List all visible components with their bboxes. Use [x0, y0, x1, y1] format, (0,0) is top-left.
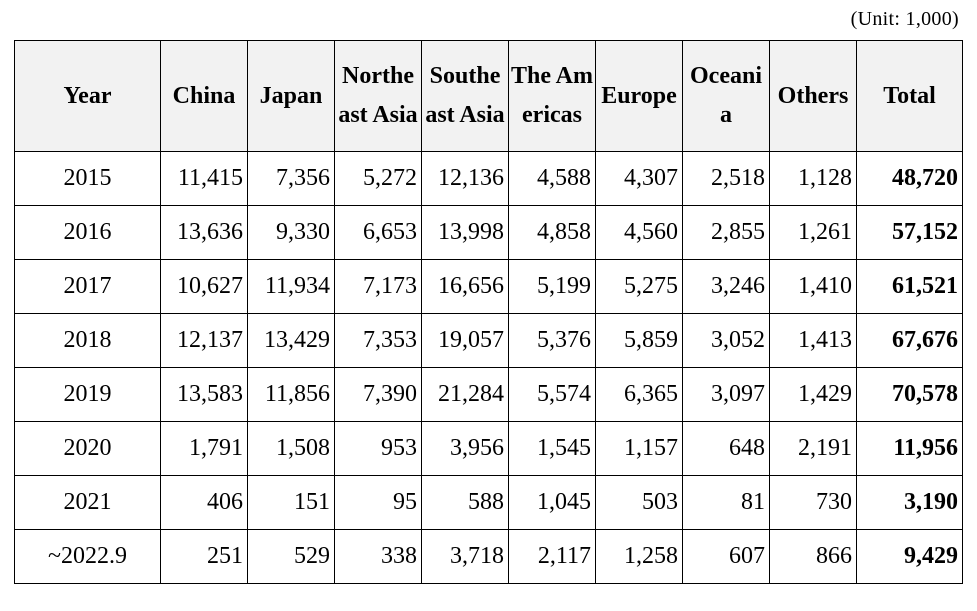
cell-total: 70,578	[857, 368, 963, 422]
cell-europe: 4,307	[596, 152, 683, 206]
cell-year: 2015	[15, 152, 161, 206]
cell-northeast-asia: 95	[335, 476, 422, 530]
cell-japan: 7,356	[248, 152, 335, 206]
cell-southeast-asia: 19,057	[422, 314, 509, 368]
cell-total: 3,190	[857, 476, 963, 530]
cell-southeast-asia: 3,956	[422, 422, 509, 476]
cell-northeast-asia: 6,653	[335, 206, 422, 260]
cell-the-americas: 1,545	[509, 422, 596, 476]
table-row	[15, 476, 963, 530]
table-row	[15, 530, 963, 584]
cell-southeast-asia: 588	[422, 476, 509, 530]
cell-total: 57,152	[857, 206, 963, 260]
cell-total: 11,956	[857, 422, 963, 476]
cell-year: 2016	[15, 206, 161, 260]
header-total: Total	[857, 41, 963, 152]
cell-northeast-asia: 7,390	[335, 368, 422, 422]
cell-europe: 503	[596, 476, 683, 530]
table-row	[15, 368, 963, 422]
cell-china: 11,415	[161, 152, 248, 206]
cell-japan: 151	[248, 476, 335, 530]
cell-china: 12,137	[161, 314, 248, 368]
cell-northeast-asia: 953	[335, 422, 422, 476]
cell-china: 406	[161, 476, 248, 530]
cell-the-americas: 5,199	[509, 260, 596, 314]
header-china: China	[161, 41, 248, 152]
cell-southeast-asia: 16,656	[422, 260, 509, 314]
cell-oceania: 2,518	[683, 152, 770, 206]
cell-china: 10,627	[161, 260, 248, 314]
header-oceania: Oceania	[683, 41, 770, 152]
cell-china: 251	[161, 530, 248, 584]
table-row	[15, 260, 963, 314]
header-the-americas: The Americas	[509, 41, 596, 152]
cell-europe: 4,560	[596, 206, 683, 260]
header-southeast-asia: Southeast Asia	[422, 41, 509, 152]
cell-others: 1,128	[770, 152, 857, 206]
cell-year: 2018	[15, 314, 161, 368]
table-row	[15, 152, 963, 206]
cell-china: 13,583	[161, 368, 248, 422]
cell-year: 2021	[15, 476, 161, 530]
cell-northeast-asia: 7,353	[335, 314, 422, 368]
cell-southeast-asia: 21,284	[422, 368, 509, 422]
cell-others: 1,413	[770, 314, 857, 368]
cell-europe: 1,157	[596, 422, 683, 476]
cell-europe: 5,275	[596, 260, 683, 314]
cell-northeast-asia: 7,173	[335, 260, 422, 314]
cell-europe: 5,859	[596, 314, 683, 368]
cell-total: 48,720	[857, 152, 963, 206]
cell-china: 1,791	[161, 422, 248, 476]
cell-southeast-asia: 13,998	[422, 206, 509, 260]
cell-others: 1,429	[770, 368, 857, 422]
header-others: Others	[770, 41, 857, 152]
cell-southeast-asia: 12,136	[422, 152, 509, 206]
header-year: Year	[15, 41, 161, 152]
cell-oceania: 3,052	[683, 314, 770, 368]
cell-year: 2019	[15, 368, 161, 422]
cell-total: 67,676	[857, 314, 963, 368]
cell-oceania: 81	[683, 476, 770, 530]
cell-japan: 11,856	[248, 368, 335, 422]
cell-the-americas: 5,376	[509, 314, 596, 368]
header-northeast-asia: Northeast Asia	[335, 41, 422, 152]
header-europe: Europe	[596, 41, 683, 152]
cell-oceania: 2,855	[683, 206, 770, 260]
cell-the-americas: 4,858	[509, 206, 596, 260]
cell-oceania: 607	[683, 530, 770, 584]
cell-japan: 529	[248, 530, 335, 584]
cell-oceania: 3,097	[683, 368, 770, 422]
header-row	[15, 41, 963, 152]
cell-oceania: 648	[683, 422, 770, 476]
table-row	[15, 314, 963, 368]
cell-others: 2,191	[770, 422, 857, 476]
cell-year: 2017	[15, 260, 161, 314]
cell-total: 9,429	[857, 530, 963, 584]
cell-china: 13,636	[161, 206, 248, 260]
cell-oceania: 3,246	[683, 260, 770, 314]
cell-the-americas: 5,574	[509, 368, 596, 422]
cell-year: ~2022.9	[15, 530, 161, 584]
cell-japan: 13,429	[248, 314, 335, 368]
cell-year: 2020	[15, 422, 161, 476]
visitor-table	[14, 40, 963, 584]
unit-label: (Unit: 1,000)	[850, 8, 959, 30]
cell-southeast-asia: 3,718	[422, 530, 509, 584]
table-row	[15, 206, 963, 260]
cell-total: 61,521	[857, 260, 963, 314]
cell-europe: 6,365	[596, 368, 683, 422]
header-japan: Japan	[248, 41, 335, 152]
cell-others: 1,261	[770, 206, 857, 260]
cell-the-americas: 1,045	[509, 476, 596, 530]
cell-northeast-asia: 338	[335, 530, 422, 584]
cell-northeast-asia: 5,272	[335, 152, 422, 206]
cell-the-americas: 2,117	[509, 530, 596, 584]
cell-europe: 1,258	[596, 530, 683, 584]
cell-others: 1,410	[770, 260, 857, 314]
cell-japan: 9,330	[248, 206, 335, 260]
cell-the-americas: 4,588	[509, 152, 596, 206]
cell-japan: 1,508	[248, 422, 335, 476]
cell-others: 866	[770, 530, 857, 584]
cell-others: 730	[770, 476, 857, 530]
table-row	[15, 422, 963, 476]
cell-japan: 11,934	[248, 260, 335, 314]
